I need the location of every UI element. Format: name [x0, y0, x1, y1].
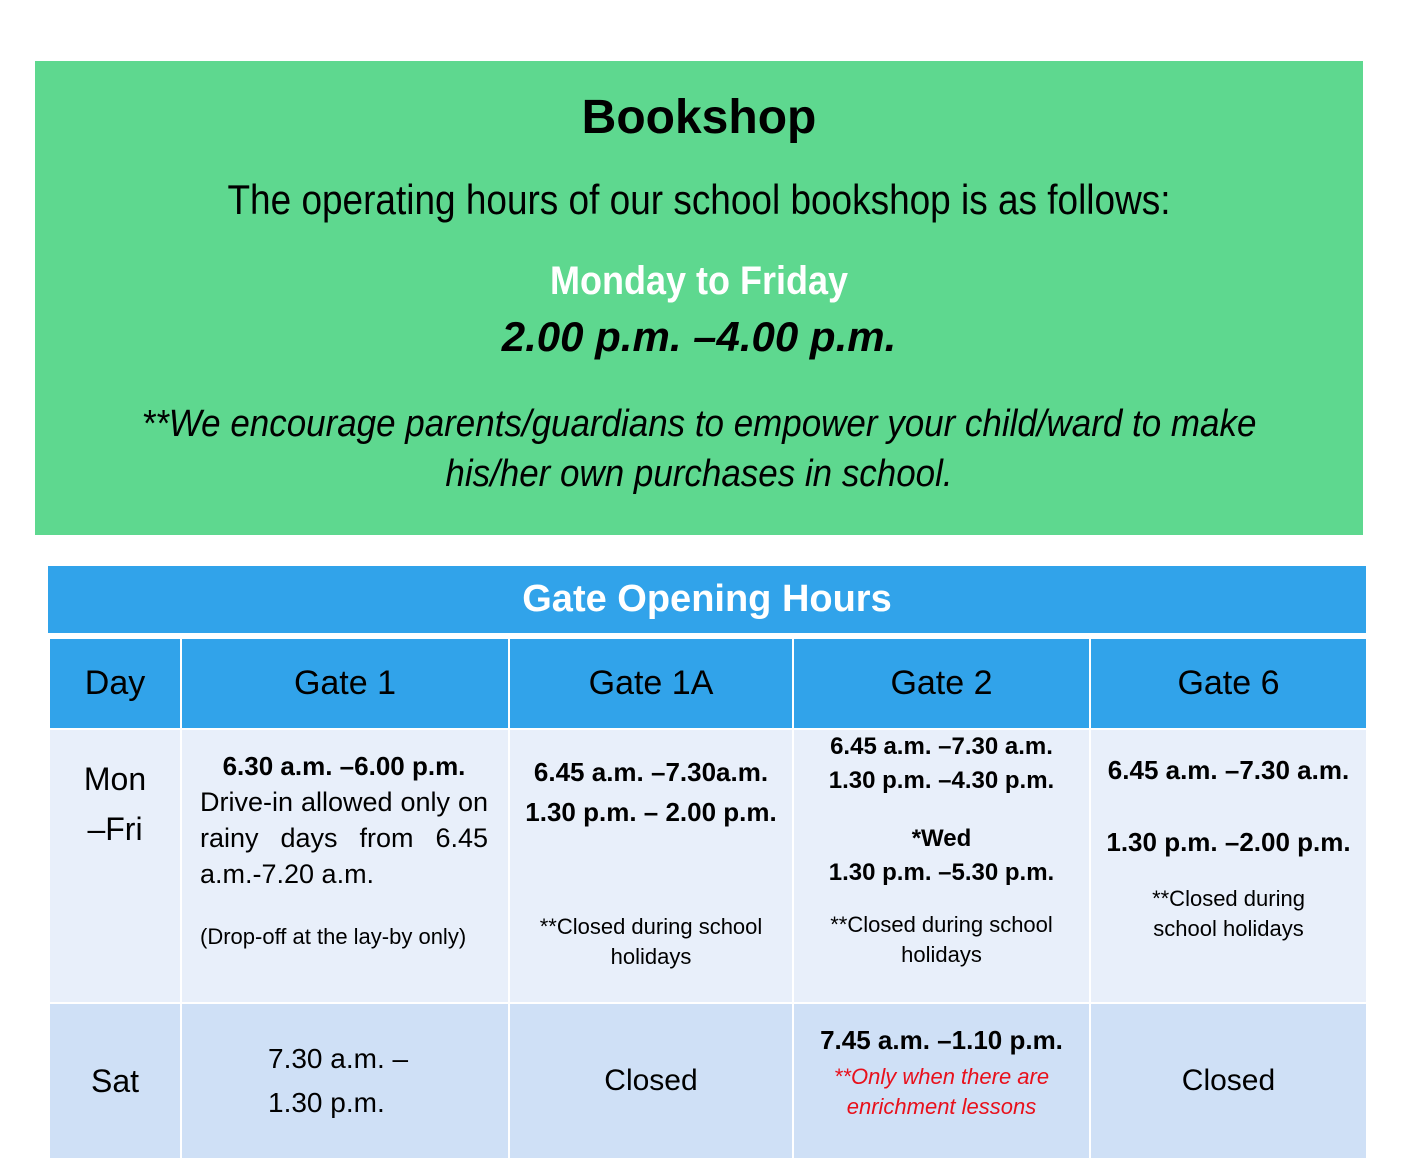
gate2-hours-morning: 6.45 a.m. –7.30 a.m. [830, 733, 1053, 760]
table-row-saturday [49, 1003, 1367, 1159]
gate1a-holiday-note: **Closed during school holidays [539, 914, 763, 969]
table-row-weekday [49, 729, 1367, 1003]
bookshop-title: Bookshop [581, 91, 817, 144]
gate6-holiday-note: **Closed during school holidays [1152, 886, 1305, 941]
gate2-wed-label: *Wed [911, 825, 972, 852]
bookshop-note: **We encourage parents/guardians to empower your child/ward to make his/her own purchases in school. [141, 403, 1257, 495]
gate2-saturday-note: **Only when there are enrichment lessons [833, 1064, 1050, 1119]
gate1-drive-in-note: Drive-in allowed only on rainy days from 6.45 a.m.-7.20 a.m. [200, 787, 488, 889]
saturday-gate1-cell [181, 1003, 509, 1159]
gate1-saturday-line2: 1.30 p.m. [268, 1087, 385, 1118]
saturday-day-cell [49, 1003, 181, 1159]
bookshop-panel [35, 61, 1363, 535]
weekday-gate1-cell [181, 729, 509, 1003]
weekday-day-label [50, 754, 180, 854]
saturday-day-label: Sat [90, 1062, 140, 1099]
gate2-hours-afternoon: 1.30 p.m. –4.30 p.m. [828, 767, 1055, 794]
gate-hours-title: Gate Opening Hours [48, 566, 1366, 633]
gate2-wed-hours: 1.30 p.m. –5.30 p.m. [828, 859, 1055, 886]
bookshop-intro: The operating hours of our school bookshop is as follows: [227, 176, 1171, 223]
header-gate-1: Gate 1 [181, 638, 509, 729]
saturday-gate1a-cell [509, 1003, 793, 1159]
bookshop-hours: 2.00 p.m. –4.00 p.m. [501, 313, 897, 360]
weekday-day-cell [49, 729, 181, 1003]
gate6-hours-morning: 6.45 a.m. –7.30 a.m. [1107, 755, 1350, 785]
saturday-gate2-cell [793, 1003, 1090, 1159]
bookshop-days: Monday to Friday [549, 259, 849, 303]
gate1-dropoff-note: (Drop-off at the lay-by only) [200, 924, 467, 949]
gate2-holiday-note: **Closed during school holidays [830, 912, 1053, 967]
header-gate-2: Gate 2 [793, 638, 1090, 729]
saturday-gate6-cell [1090, 1003, 1367, 1159]
gate-hours-table [48, 637, 1368, 1160]
table-header-row [49, 638, 1367, 729]
gate1-saturday-line1: 7.30 a.m. – [268, 1043, 409, 1074]
header-day: Day [49, 638, 181, 729]
gate1a-hours-morning: 6.45 a.m. –7.30a.m. [533, 757, 769, 787]
weekday-gate1a-cell [509, 729, 793, 1003]
weekday-gate6-cell [1090, 729, 1367, 1003]
gate2-saturday-hours: 7.45 a.m. –1.10 p.m. [820, 1025, 1063, 1055]
gate6-saturday-status: Closed [1181, 1064, 1276, 1097]
header-gate-6: Gate 6 [1090, 638, 1367, 729]
gate1-weekday-hours: 6.30 a.m. –6.00 p.m. [222, 751, 466, 781]
gate1a-saturday-status: Closed [604, 1064, 698, 1097]
weekday-gate2-cell [793, 729, 1090, 1003]
weekday-day-line2: –Fri [87, 811, 143, 847]
header-gate-1a: Gate 1A [509, 638, 793, 729]
gate6-hours-afternoon: 1.30 p.m. –2.00 p.m. [1106, 827, 1351, 857]
gate1a-hours-afternoon: 1.30 p.m. – 2.00 p.m. [525, 797, 777, 827]
weekday-day-line1: Mon [83, 761, 147, 797]
